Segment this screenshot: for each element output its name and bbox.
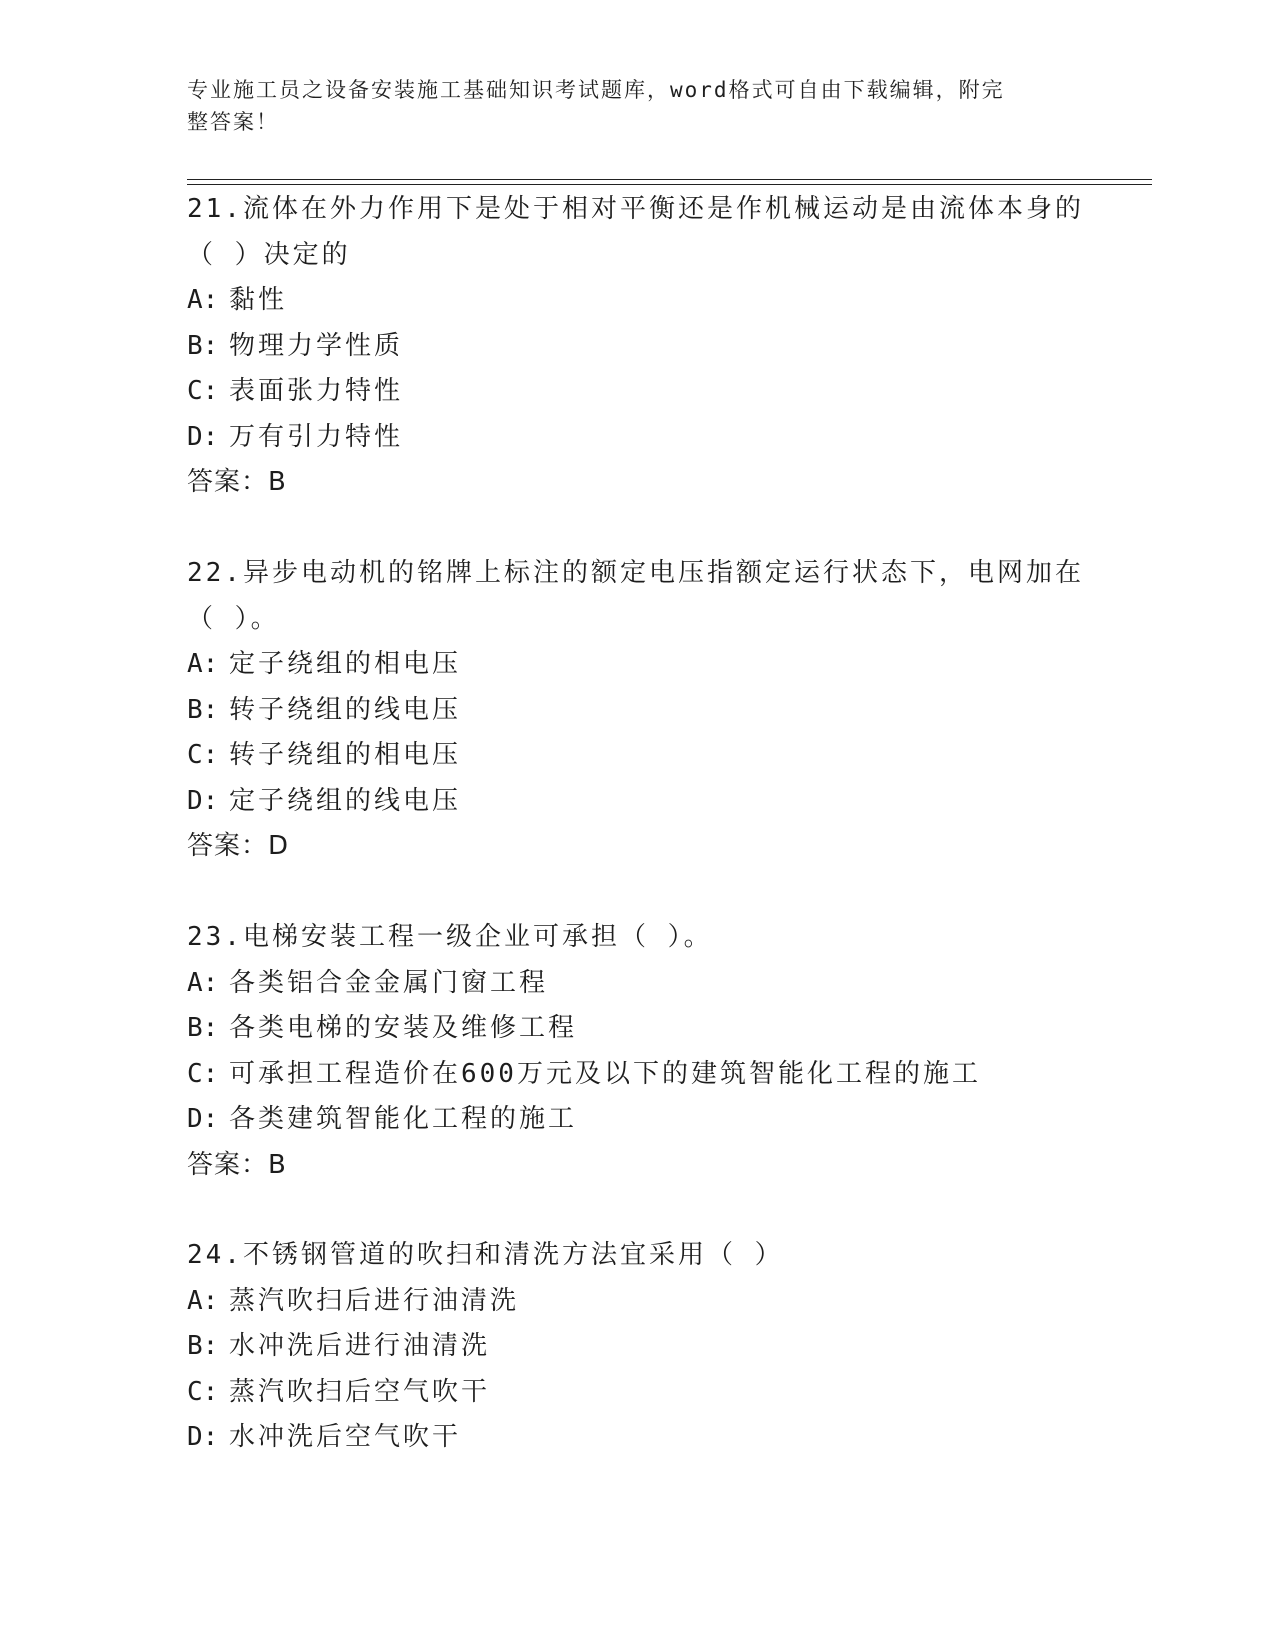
- option-c: [187, 1370, 1087, 1416]
- option-text: 各类铝合金金属门窗工程: [229, 967, 549, 998]
- question-stem: 22.异步电动机的铭牌上标注的额定电压指额定运行状态下，电网加在: [187, 558, 1084, 588]
- option-text: 水冲洗后进行油清洗: [229, 1331, 491, 1361]
- option-text: 蒸汽吹扫后进行油清洗: [229, 1285, 520, 1316]
- option-text: 转子绕组的线电压: [229, 694, 462, 725]
- header-divider-bottom: [187, 184, 1152, 185]
- option-letter: C:: [187, 740, 219, 770]
- option-text: 黏性: [229, 285, 288, 315]
- option-letter: D:: [187, 785, 219, 816]
- question-24: [187, 1233, 1087, 1461]
- option-letter: C:: [187, 1376, 219, 1407]
- option-text: 物理力学性质: [229, 330, 404, 361]
- option-text: 水冲洗后空气吹干: [229, 1422, 462, 1452]
- question-21: [187, 187, 1087, 506]
- option-a: [187, 278, 1087, 324]
- option-text: 可承担工程造价在600万元及以下的建筑智能化工程的施工: [229, 1058, 981, 1089]
- option-letter: A:: [187, 649, 219, 679]
- option-letter: C:: [187, 1058, 219, 1089]
- document-header: [187, 74, 1067, 138]
- question-stem: 24.不锈钢管道的吹扫和清洗方法宜采用（ ）: [187, 1240, 784, 1270]
- option-text: 万有引力特性: [229, 421, 404, 452]
- option-letter: B:: [187, 330, 219, 361]
- question-23: [187, 915, 1087, 1188]
- question-stem: 23.电梯安装工程一级企业可承担（ ）。: [187, 922, 713, 952]
- option-text: 转子绕组的相电压: [229, 740, 462, 770]
- option-letter: A:: [187, 1285, 219, 1316]
- question-stem-continuation: （ ）。: [187, 603, 280, 634]
- option-text: 蒸汽吹扫后空气吹干: [229, 1376, 491, 1407]
- question-stem: 21.流体在外力作用下是处于相对平衡还是作机械运动是由流体本身的: [187, 194, 1084, 224]
- option-text: 定子绕组的线电压: [229, 785, 462, 816]
- option-text: 定子绕组的相电压: [229, 649, 462, 679]
- question-stem-continuation: （ ）决定的: [187, 239, 351, 270]
- option-d: [187, 1415, 1087, 1461]
- option-d: [187, 1097, 1087, 1143]
- option-c: [187, 733, 1087, 779]
- option-letter: B:: [187, 694, 219, 725]
- option-text: 各类建筑智能化工程的施工: [229, 1104, 578, 1134]
- option-b: [187, 1324, 1087, 1370]
- option-a: [187, 1279, 1087, 1325]
- option-letter: D:: [187, 421, 219, 452]
- question-22: [187, 551, 1087, 870]
- header-divider-top: [187, 179, 1152, 180]
- option-a: [187, 642, 1087, 688]
- option-b: [187, 1006, 1087, 1052]
- option-d: [187, 415, 1087, 461]
- answer-line: 答案：D: [187, 831, 290, 861]
- header-line-1: 专业施工员之设备安装施工基础知识考试题库，word格式可自由下载编辑，附完: [187, 78, 1005, 102]
- option-text: 表面张力特性: [229, 376, 404, 406]
- option-letter: A:: [187, 967, 219, 998]
- option-letter: A:: [187, 285, 219, 315]
- option-letter: D:: [187, 1104, 219, 1134]
- option-b: [187, 324, 1087, 370]
- option-text: 各类电梯的安装及维修工程: [229, 1013, 578, 1043]
- option-c: [187, 1052, 1087, 1098]
- answer-line: 答案：B: [187, 1149, 287, 1180]
- option-letter: C:: [187, 376, 219, 406]
- option-a: [187, 961, 1087, 1007]
- option-letter: B:: [187, 1013, 219, 1043]
- option-c: [187, 369, 1087, 415]
- answer-line: 答案：B: [187, 467, 287, 497]
- option-d: [187, 779, 1087, 825]
- option-b: [187, 688, 1087, 734]
- header-line-2: 整答案！: [187, 110, 279, 134]
- option-letter: D:: [187, 1422, 219, 1452]
- option-letter: B:: [187, 1331, 219, 1361]
